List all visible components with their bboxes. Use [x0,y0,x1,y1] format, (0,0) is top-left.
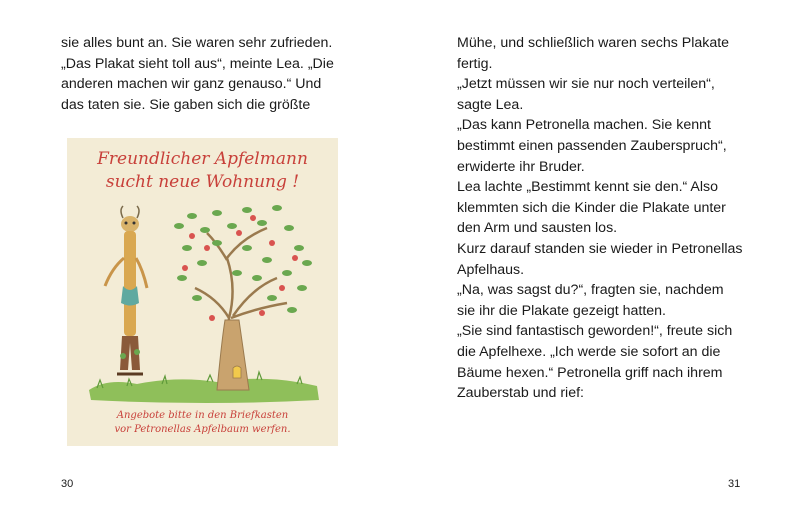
text-line: „Sie sind fantastisch geworden!“, freute sich [457,323,733,340]
page-number: 31 [728,478,741,490]
text-line: erwiderte ihr Bruder. [457,158,585,175]
text-line: „Das kann Petronella machen. Sie kennt [457,117,711,134]
text-line: Mühe, und schließlich waren sechs Plakate [457,35,730,51]
poster-illustration [67,138,338,446]
right-page [400,0,800,514]
text-line: Zauberstab und rief: [457,385,584,402]
text-line: den Arm und sausten los. [457,220,618,237]
right-page-text [457,33,743,404]
text-line: das taten sie. Sie gaben sich die größte [61,96,311,113]
text-line: „Das Plakat sieht toll aus“, meinte Lea. „Die [61,55,334,72]
text-line: anderen machen wir ganz genauso.“ Und [61,76,322,93]
poster-note: vor Petronellas Apfelbaum werfen. [114,424,291,435]
left-page-text [61,33,334,115]
text-line: bestimmt einen passenden Zauberspruch“, [457,137,727,154]
text-line: „Na, was sagst du?“, fragten sie, nachdem [457,282,724,299]
page-number: 30 [61,478,74,490]
text-line: sie ihr die Plakate gezeigt hatten. [457,302,667,319]
text-line: Bäume hexen.“ Petronella griff nach ihrem [457,364,723,381]
text-line: klemmten sich die Kinder die Plakate unter [457,199,726,216]
poster-title: Freundlicher Apfelmann [97,149,308,169]
text-line: sagte Lea. [457,96,524,113]
poster-subtitle: sucht neue Wohnung ! [105,172,300,192]
text-line: „Jetzt müssen wir sie nur noch verteilen“, [457,76,715,93]
text-line: sie alles bunt an. Sie waren sehr zufrieden. [61,35,333,51]
apple-tree [174,205,312,390]
poster-note: Angebote bitte in den Briefkasten [116,410,289,421]
text-line: die Apfelhexe. „Ich werde sie sofort an die [457,343,721,360]
grass [89,379,319,403]
text-line: Lea lachte „Bestimmt kennt sie den.“ Also [457,179,719,196]
text-line: Apfelhaus. [457,261,525,278]
text-line: fertig. [457,55,493,72]
apple-man-figure [105,206,147,374]
text-line: Kurz darauf standen sie wieder in Petronellas [457,240,743,257]
